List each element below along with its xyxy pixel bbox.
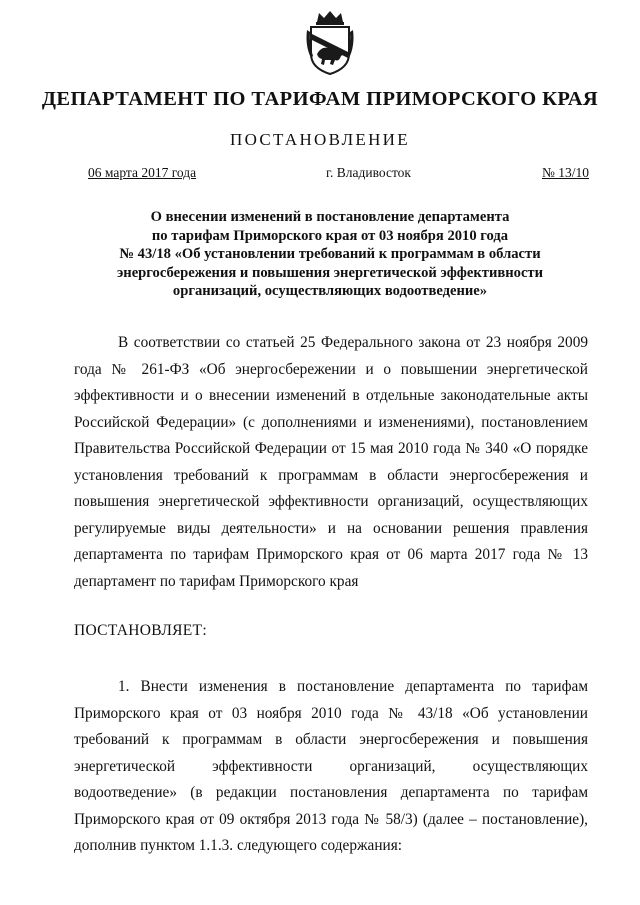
paragraph-line: энергетической эффективности организаций, осуществляющих — [74, 757, 588, 775]
paragraph-line: регулируемые виды деятельности» и на основании решения правления — [74, 519, 588, 537]
subject-line: № 43/18 «Об установлении требований к программам в области — [119, 246, 541, 263]
paragraph-line: повышения энергетической эффективности организаций, осуществляющих — [74, 493, 588, 510]
subject-line: О внесении изменений в постановление департамента — [150, 209, 510, 225]
preamble-paragraph — [74, 330, 588, 595]
paragraph-line: водоотведение» (в редакции постановления департамента по тарифам — [74, 784, 588, 801]
paragraph-line: Российской Федерации» (с дополнениями и изменениями), постановлением — [74, 413, 588, 431]
paragraph-line: установления требований к программам в области энергосбережения и — [74, 466, 588, 484]
subject-line: организаций, осуществляющих водоотведение» — [172, 283, 488, 300]
item-1-paragraph — [74, 674, 588, 860]
department-title: ДЕПАРТАМЕНТ ПО ТАРИФАМ ПРИМОРСКОГО КРАЯ — [41, 88, 599, 110]
subject-line: энергосбережения и повышения энергетической эффективности — [116, 264, 543, 281]
document-kind: ПОСТАНОВЛЕНИЕ — [230, 130, 410, 149]
paragraph-line: департамент по тарифам Приморского края — [74, 572, 359, 590]
paragraph-line: года № 261-ФЗ «Об энергосбережении и о повышении энергетической — [74, 360, 588, 378]
resolves-heading: ПОСТАНОВЛЯЕТ: — [74, 622, 207, 639]
paragraph-line: эффективности и о внесении изменений в отдельные законодательные акты — [74, 387, 588, 404]
document-city: г. Владивосток — [326, 165, 411, 180]
paragraph-line: дополнив пунктом 1.1.3. следующего содержания: — [74, 837, 402, 854]
paragraph-line: 1. Внести изменения в постановление департамента по тарифам — [118, 678, 588, 695]
paragraph-line: департамента по тарифам Приморского края от 06 марта 2017 года № 13 — [74, 546, 588, 563]
paragraph-line: требований к программам в области энергосбережения и повышения — [74, 731, 588, 748]
paragraph-line: В соответствии со статьей 25 Федерального закона от 23 ноября 2009 — [118, 334, 588, 351]
subject-line: по тарифам Приморского края от 03 ноября 2010 года — [151, 227, 509, 244]
coat-of-arms-icon — [305, 10, 355, 76]
paragraph-line: Правительства Российской Федерации от 15 мая 2010 года № 340 «О порядке — [74, 440, 588, 457]
document-subject — [70, 208, 590, 301]
paragraph-line: Приморского края от 09 октября 2013 года № 58/3) (далее – постановление), — [74, 810, 588, 828]
document-number: № 13/10 — [542, 165, 590, 180]
paragraph-line: Приморского края от 03 ноября 2010 года № 43/18 «Об установлении — [74, 704, 588, 722]
document-date: 06 марта 2017 года — [88, 165, 197, 180]
